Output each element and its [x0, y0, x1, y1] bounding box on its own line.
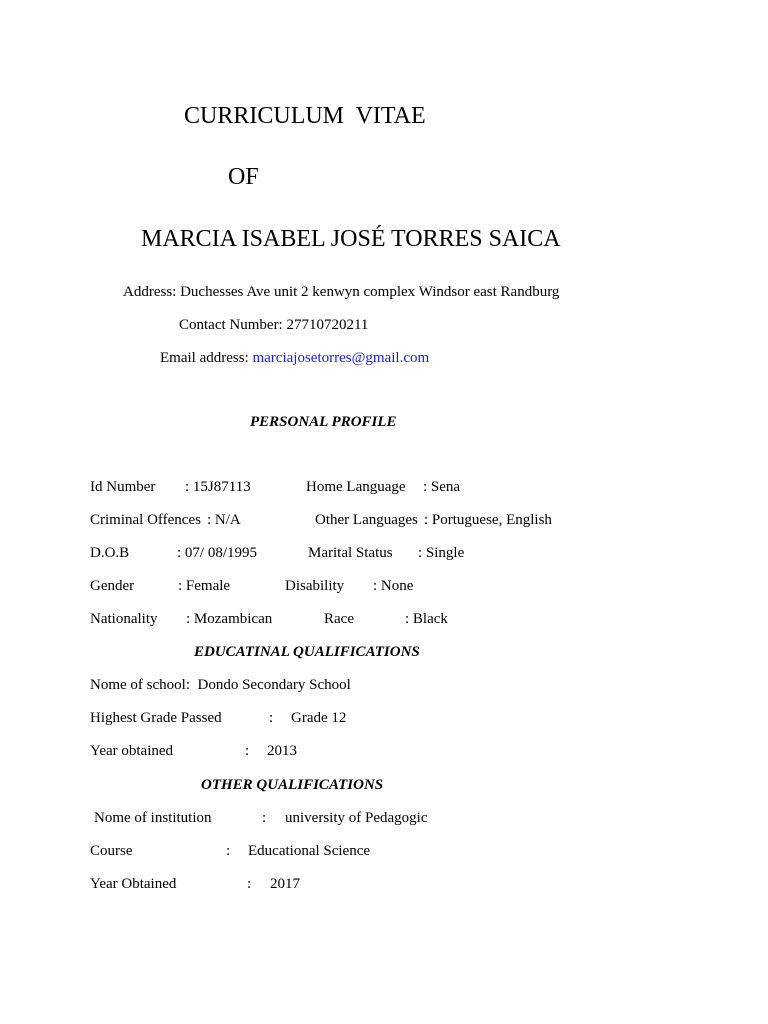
institution-colon: :: [262, 810, 267, 826]
profile-label-home-language: Home Language: [306, 479, 406, 495]
profile-value-gender: : Female: [178, 578, 231, 594]
profile-value-marital-status: : Single: [418, 545, 465, 561]
course-colon: :: [226, 843, 231, 859]
profile-label-disability: Disability: [285, 578, 345, 594]
school-label: Nome of school:: [90, 677, 190, 693]
profile-label-nationality: Nationality: [90, 611, 158, 627]
address-value: Duchesses Ave unit 2 kenwyn complex Windsor east Randburg: [180, 284, 560, 300]
profile-label-gender: Gender: [90, 578, 135, 594]
email-line: [160, 351, 429, 366]
profile-value-dob: : 07/ 08/1995: [177, 545, 258, 561]
grade-value: Grade 12: [291, 710, 347, 726]
institution-value: university of Pedagogic: [285, 810, 428, 826]
school-line: [90, 678, 351, 693]
profile-value-criminal-offences: : N/A: [207, 512, 241, 528]
contact-number-label: Contact Number:: [179, 317, 287, 333]
profile-value-disability: : None: [373, 578, 414, 594]
education-year-value: 2013: [267, 743, 297, 759]
institution-label: Nome of institution: [94, 810, 212, 826]
contact-number-line: [179, 318, 368, 333]
profile-label-marital-status: Marital Status: [308, 545, 393, 561]
email-label: Email address:: [160, 350, 253, 366]
personal-profile-heading: PERSONAL PROFILE: [250, 414, 397, 430]
education-heading: EDUCATINAL QUALIFICATIONS: [194, 644, 420, 660]
grade-colon: :: [269, 710, 274, 726]
profile-label-id-number: Id Number: [90, 479, 156, 495]
contact-number-value: 27710720211: [286, 317, 369, 333]
address-label: Address:: [123, 284, 181, 300]
grade-label: Highest Grade Passed: [90, 710, 222, 726]
other-qualifications-heading: OTHER QUALIFICATIONS: [201, 777, 384, 793]
address-line: [123, 285, 559, 300]
profile-value-id-number: : 15J87113: [185, 479, 251, 495]
profile-label-other-languages: Other Languages: [315, 512, 418, 528]
course-label: Course: [90, 843, 133, 859]
profile-label-criminal-offences: Criminal Offences: [90, 512, 201, 528]
document-title-of: OF: [228, 164, 259, 190]
education-year-label: Year obtained: [90, 743, 174, 759]
document-title: CURRICULUM VITAE: [184, 103, 426, 129]
other-year-value: 2017: [270, 876, 300, 892]
profile-value-other-languages: : Portuguese, English: [424, 512, 552, 528]
course-value: Educational Science: [248, 843, 371, 859]
school-value: Dondo Secondary School: [197, 677, 351, 693]
other-year-label: Year Obtained: [90, 876, 177, 892]
profile-value-home-language: : Sena: [423, 479, 461, 495]
profile-label-race: Race: [324, 611, 354, 627]
profile-label-dob: D.O.B: [90, 545, 130, 561]
other-year-colon: :: [247, 876, 252, 892]
profile-value-nationality: : Mozambican: [186, 611, 273, 627]
candidate-name: MARCIA ISABEL JOSÉ TORRES SAICA: [141, 226, 561, 252]
education-year-colon: :: [245, 743, 250, 759]
email-link[interactable]: marciajosetorres@gmail.com: [252, 350, 430, 366]
profile-value-race: : Black: [405, 611, 448, 627]
